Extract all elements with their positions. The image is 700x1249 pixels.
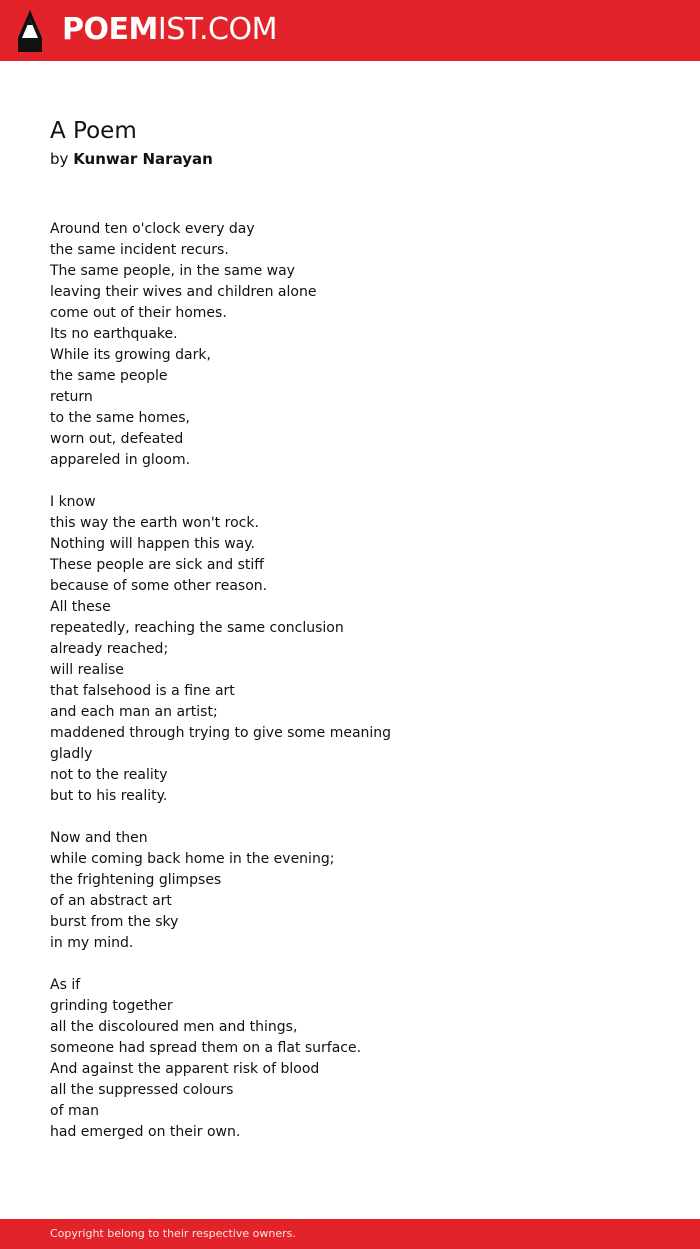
poem-line: The same people, in the same way xyxy=(50,263,295,279)
poem-line: the same people xyxy=(50,368,168,384)
poem-stanza xyxy=(50,219,650,471)
poem-line: Nothing will happen this way. xyxy=(50,536,255,552)
poem-line: of an abstract art xyxy=(50,893,172,909)
poem-line: someone had spread them on a flat surface. xyxy=(50,1040,362,1056)
poem-line: in my mind. xyxy=(50,935,134,951)
poem-line: All these xyxy=(50,599,111,615)
poem-title: A Poem xyxy=(50,118,137,144)
poem-line: the same incident recurs. xyxy=(50,242,229,258)
poem-line: had emerged on their own. xyxy=(50,1124,241,1140)
poem-line: burst from the sky xyxy=(50,914,179,930)
poem-line: leaving their wives and children alone xyxy=(50,284,317,300)
site-header xyxy=(0,0,700,61)
poem-line: that falsehood is a fine art xyxy=(50,683,235,699)
poem-stanza xyxy=(50,828,650,954)
poem-line: of man xyxy=(50,1103,100,1119)
poem-line: and each man an artist; xyxy=(50,704,218,720)
poem-line: gladly xyxy=(50,746,93,762)
poem-body xyxy=(50,219,650,1164)
poem-line: because of some other reason. xyxy=(50,578,268,594)
poem-line: Around ten o'clock every day xyxy=(50,221,255,237)
logo-light-text: IST.COM xyxy=(157,12,277,47)
copyright-text: Copyright belong to their respective owners. xyxy=(50,1227,296,1240)
author-name: Kunwar Narayan xyxy=(73,150,213,168)
poem-byline xyxy=(50,149,213,169)
poem-line: come out of their homes. xyxy=(50,305,227,321)
poem-line: all the discoloured men and things, xyxy=(50,1019,298,1035)
poem-line: while coming back home in the evening; xyxy=(50,851,335,867)
poem-line: appareled in gloom. xyxy=(50,452,191,468)
poem-line: to the same homes, xyxy=(50,410,190,426)
poem-line: all the suppressed colours xyxy=(50,1082,234,1098)
poem-stanza xyxy=(50,492,650,807)
site-footer xyxy=(0,1219,700,1249)
poem-line: worn out, defeated xyxy=(50,431,184,447)
pencil-tip-icon[interactable] xyxy=(17,10,43,52)
poem-line: These people are sick and stiff xyxy=(50,557,264,573)
poem-line: Its no earthquake. xyxy=(50,326,178,342)
poem-line: repeatedly, reaching the same conclusion xyxy=(50,620,344,636)
poem-line: return xyxy=(50,389,93,405)
poem-stanza xyxy=(50,975,650,1143)
poem-line: this way the earth won't rock. xyxy=(50,515,259,531)
poem-line: but to his reality. xyxy=(50,788,168,804)
poem-line: grinding together xyxy=(50,998,173,1014)
logo-bold-text: POEM xyxy=(62,12,158,47)
by-label: by xyxy=(50,150,69,168)
poem-line: the frightening glimpses xyxy=(50,872,222,888)
poem-line: And against the apparent risk of blood xyxy=(50,1061,320,1077)
poem-line: maddened through trying to give some meaning xyxy=(50,725,392,741)
site-logo[interactable] xyxy=(62,12,277,48)
poem-line: Now and then xyxy=(50,830,148,846)
poem-line: will realise xyxy=(50,662,124,678)
poem-line: As if xyxy=(50,977,81,993)
poem-line: I know xyxy=(50,494,96,510)
poem-line: already reached; xyxy=(50,641,169,657)
poem-line: While its growing dark, xyxy=(50,347,211,363)
poem-line: not to the reality xyxy=(50,767,168,783)
